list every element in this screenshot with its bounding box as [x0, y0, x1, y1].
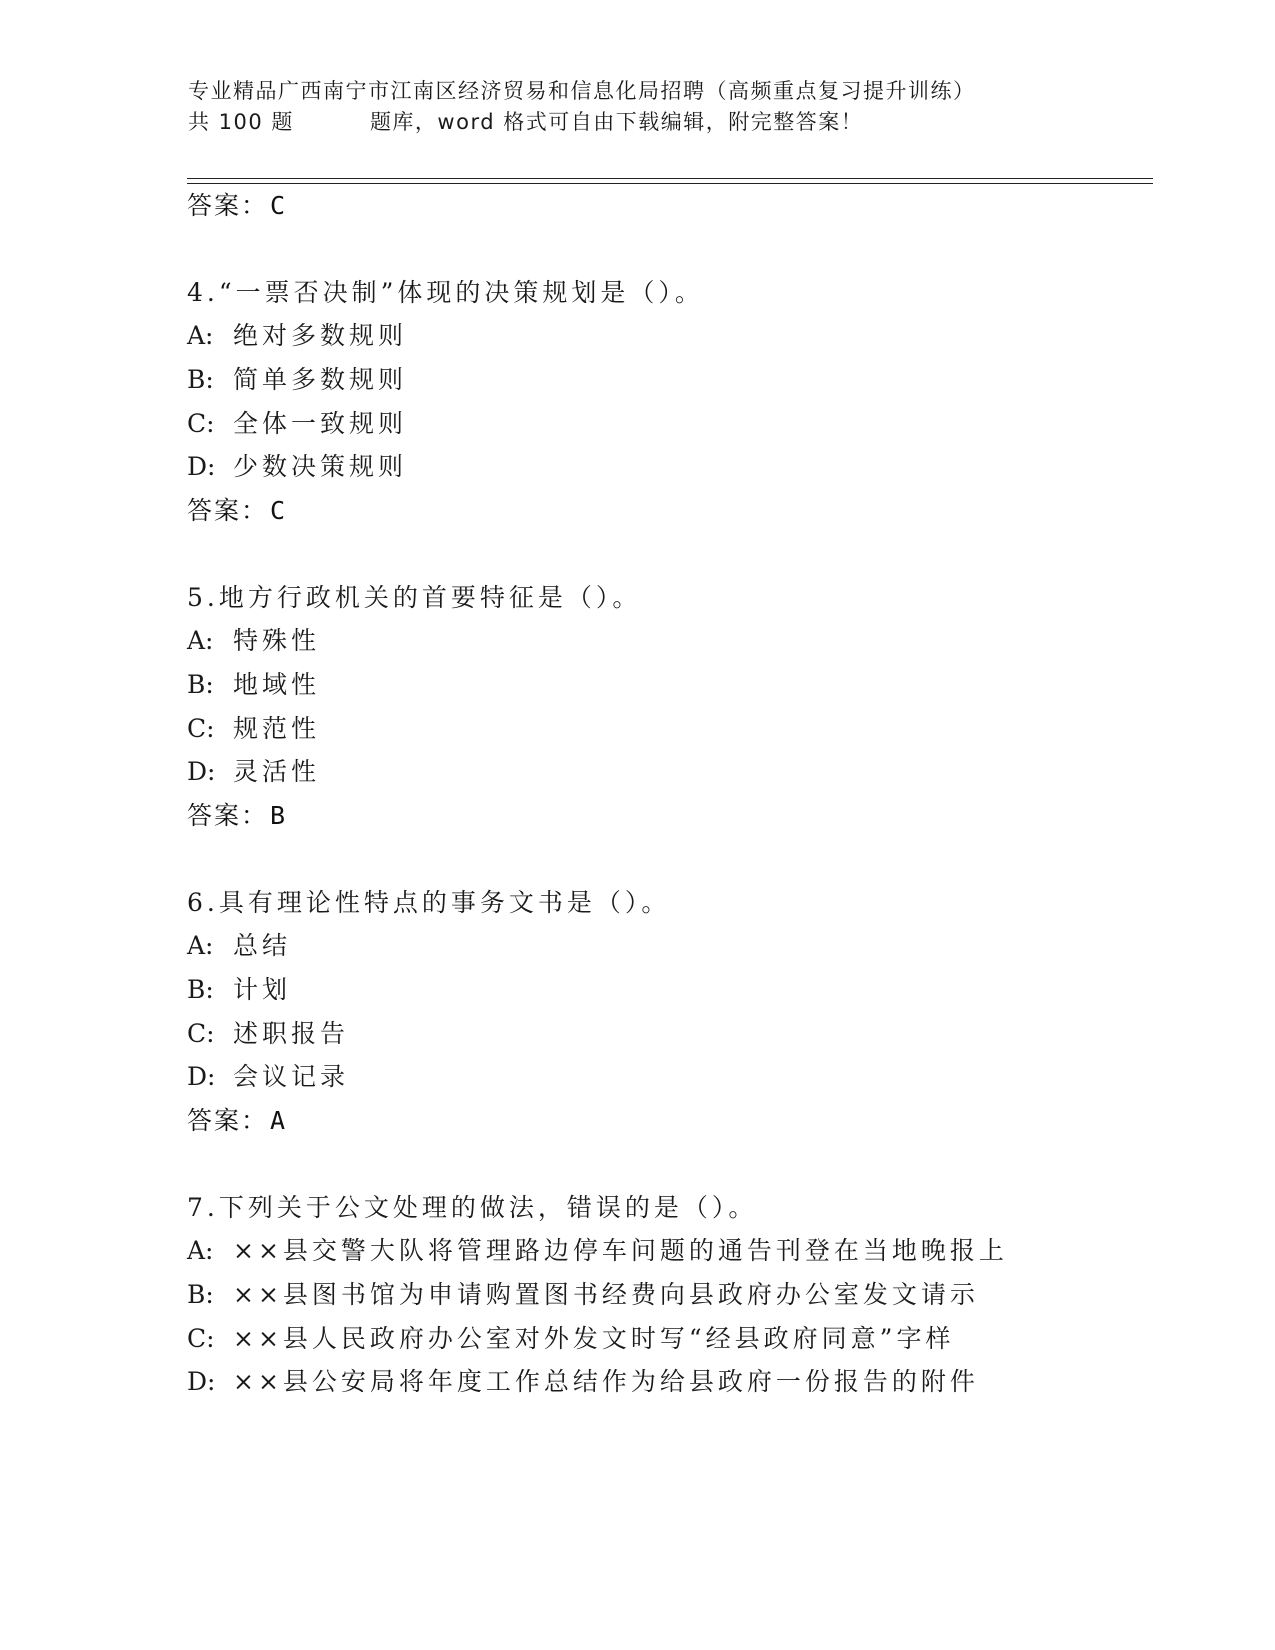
- option-label: B:: [187, 670, 214, 699]
- header-question-count: 共 100 题: [188, 110, 294, 134]
- option-text: 特殊性: [233, 626, 321, 655]
- question-stem: 6.具有理论性特点的事务文书是（）。: [187, 888, 671, 917]
- option-d: [187, 756, 320, 788]
- option-b: [187, 1279, 979, 1311]
- header-divider-top: [187, 178, 1153, 179]
- option-a: [187, 1235, 1008, 1267]
- question-stem: 7.下列关于公文处理的做法，错误的是（）。: [187, 1193, 758, 1222]
- answer-value: A: [270, 1106, 288, 1135]
- option-d: [187, 451, 407, 483]
- option-label: A:: [187, 626, 214, 655]
- answer-line: [187, 495, 287, 527]
- option-label: C:: [187, 714, 215, 743]
- header-title: 专业精品广西南宁市江南区经济贸易和信息化局招聘（高频重点复习提升训练）: [188, 79, 976, 103]
- option-b: [187, 669, 320, 701]
- option-a: [187, 320, 407, 352]
- option-text: 灵活性: [233, 757, 321, 786]
- header-divider-bottom: [187, 183, 1153, 184]
- option-label: B:: [187, 975, 214, 1004]
- option-text: 计划: [233, 975, 292, 1004]
- option-label: A:: [187, 321, 214, 350]
- option-label: C:: [187, 1019, 215, 1048]
- option-text: 会议记录: [233, 1062, 350, 1091]
- option-b: [187, 364, 407, 396]
- option-text: 全体一致规则: [233, 409, 408, 438]
- option-label: C:: [187, 1324, 215, 1353]
- answer-line: [187, 1105, 287, 1137]
- option-label: D:: [187, 1367, 216, 1396]
- option-label: B:: [187, 1280, 214, 1309]
- option-text: ××县人民政府办公室对外发文时写“经县政府同意”字样: [233, 1324, 955, 1353]
- option-text: ××县图书馆为申请购置图书经费向县政府办公室发文请示: [233, 1280, 979, 1309]
- option-label: B:: [187, 365, 214, 394]
- answer-label: 答案：: [187, 496, 269, 525]
- option-d: [187, 1061, 349, 1093]
- option-text: ××县公安局将年度工作总结作为给县政府一份报告的附件: [233, 1367, 979, 1396]
- answer-value: C: [270, 191, 288, 220]
- option-label: C:: [187, 409, 215, 438]
- option-text: 简单多数规则: [233, 365, 408, 394]
- option-text: 述职报告: [233, 1019, 350, 1048]
- option-text: 规范性: [233, 714, 321, 743]
- option-c: [187, 713, 320, 745]
- answer-line: [187, 800, 287, 832]
- header-subtitle: [188, 107, 1148, 138]
- option-c: [187, 1018, 349, 1050]
- option-label: A:: [187, 931, 214, 960]
- option-text: 绝对多数规则: [233, 321, 408, 350]
- option-label: D:: [187, 452, 216, 481]
- option-b: [187, 974, 291, 1006]
- option-label: D:: [187, 757, 216, 786]
- answer-label: 答案：: [187, 191, 269, 220]
- answer-value: C: [270, 496, 288, 525]
- option-text: 地域性: [233, 670, 321, 699]
- answer-label: 答案：: [187, 1106, 269, 1135]
- answer-label: 答案：: [187, 801, 269, 830]
- option-a: [187, 930, 291, 962]
- question-stem: 5.地方行政机关的首要特征是（）。: [187, 583, 642, 612]
- answer-line: [187, 190, 287, 222]
- option-label: D:: [187, 1062, 216, 1091]
- option-d: [187, 1366, 979, 1398]
- option-c: [187, 408, 407, 440]
- header-description: 题库，word 格式可自由下载编辑，附完整答案！: [369, 110, 864, 134]
- option-label: A:: [187, 1236, 214, 1265]
- option-c: [187, 1323, 954, 1355]
- question-stem: 4.“一票否决制”体现的决策规划是（）。: [187, 278, 704, 307]
- option-a: [187, 625, 320, 657]
- answer-value: B: [270, 801, 288, 830]
- option-text: ××县交警大队将管理路边停车问题的通告刊登在当地晚报上: [233, 1236, 1008, 1265]
- option-text: 少数决策规则: [233, 452, 408, 481]
- document-header: [188, 76, 1148, 138]
- option-text: 总结: [233, 931, 292, 960]
